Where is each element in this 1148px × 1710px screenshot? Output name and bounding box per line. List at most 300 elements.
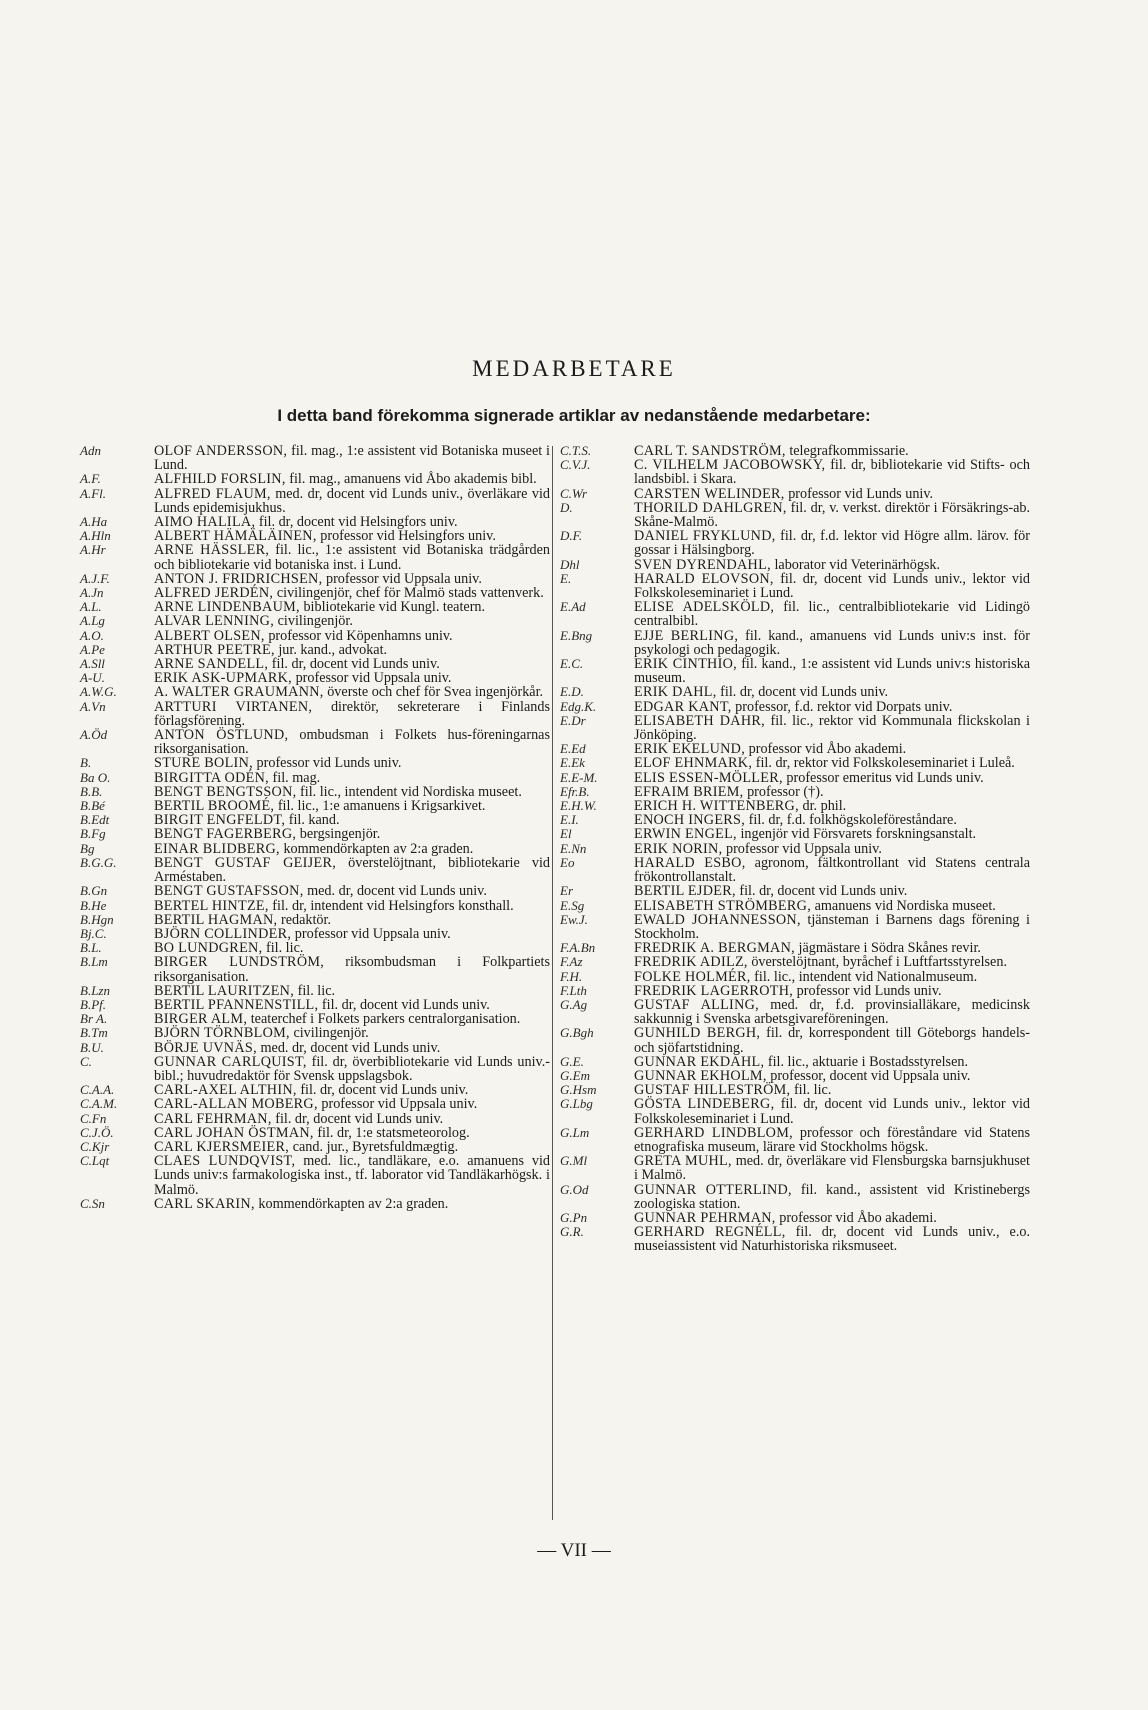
contributor-text: [634, 856, 1030, 884]
contributor-text: [634, 657, 1030, 685]
contributor-text: [154, 1097, 550, 1111]
contributor-entry: [560, 685, 1030, 699]
contributor-name: STURE BOLIN,: [154, 755, 253, 772]
contributor-description: professor och föreståndare vid Statens etnografiska museum, lärare vid Stockholms högsk.: [634, 1124, 1030, 1155]
contributor-description: överstelöjtnant, bibliotekarie vid Arméstaben.: [154, 854, 550, 886]
contributor-name: GUSTAF HILLESTRÖM,: [634, 1082, 791, 1099]
contributor-name: ALBERT HÄMÄLÄINEN,: [154, 528, 317, 545]
contributor-description: ingenjör vid Försvarets forskningsanstalt.: [740, 826, 977, 843]
page-number: — VII —: [537, 1540, 611, 1561]
contributor-signature: C.Lqt: [80, 1153, 110, 1169]
contributor-entry: [560, 899, 1030, 913]
contributor-description: fil. dr, överbibliotekarie vid Lunds univ.-bibl.; huvudredaktör för Svensk uppslagsbok.: [154, 1053, 551, 1084]
contributor-text: [634, 1097, 1030, 1125]
contributor-signature: E.Bng: [560, 627, 593, 643]
contributor-text: [154, 728, 550, 756]
contributor-description: professor, f.d. rektor vid Dorpats univ.: [735, 698, 953, 715]
contributor-text: [154, 685, 550, 699]
contributor-signature: G.Bgh: [560, 1025, 594, 1041]
contributor-name: SVEN DYRENDAHL,: [634, 556, 771, 573]
contributor-name: GUNNAR PEHRMAN,: [634, 1209, 776, 1226]
contributor-description: fil. kand., 1:e assistent vid Lunds univ:s historiska museum.: [634, 656, 1030, 687]
contributor-signature: E.Ed: [560, 741, 586, 757]
contributor-entry: [80, 1055, 550, 1083]
contributor-text: [154, 671, 550, 685]
contributor-name: GUNNAR EKHOLM,: [634, 1067, 767, 1084]
contributor-text: [154, 913, 550, 927]
contributor-entry: [560, 941, 1030, 955]
contributor-entry: [560, 1055, 1030, 1069]
contributor-description: civilingenjör, chef för Malmö stads vattenverk.: [276, 585, 544, 602]
contributor-text: [154, 472, 550, 486]
contributor-text: [634, 700, 1030, 714]
contributor-entry: [560, 558, 1030, 572]
contributor-name: ALFRED FLAUM,: [154, 485, 271, 502]
contributor-entry: [560, 529, 1030, 557]
contributor-signature: Bj.C.: [80, 925, 107, 941]
contributor-signature: F.H.: [560, 968, 583, 984]
contributor-name: CARL-ALLAN MOBERG,: [154, 1096, 318, 1113]
contributor-entry: [560, 756, 1030, 770]
contributor-description: ombudsman i Folkets hus-föreningarnas riksorganisation.: [154, 727, 550, 758]
contributor-name: ENOCH INGERS,: [634, 812, 746, 829]
contributor-signature: G.Pn: [560, 1209, 588, 1225]
contributor-entry: [80, 671, 550, 685]
contributor-entry: [560, 827, 1030, 841]
contributor-description: professor vid Uppsala univ.: [325, 570, 482, 587]
contributor-name: GUNNAR EKDAHL,: [634, 1053, 765, 1070]
contributor-entry: [560, 955, 1030, 969]
contributor-text: [634, 785, 1030, 799]
contributor-text: [634, 529, 1030, 557]
contributor-signature: C.Sn: [80, 1195, 105, 1211]
page-subheading: I detta band förekomma signerade artiklar av nedanstående medarbetare:: [277, 406, 871, 425]
contributor-text: [634, 1154, 1030, 1182]
contributor-entry: [560, 813, 1030, 827]
contributor-signature: Br A.: [80, 1011, 108, 1027]
contributor-name: THORILD DAHLGREN,: [634, 499, 787, 516]
contributor-entry: [80, 1112, 550, 1126]
contributor-description: fil. lic., aktuarie i Bostadsstyrelsen.: [767, 1053, 969, 1070]
contributor-description: fil. lic.: [793, 1082, 832, 1099]
contributor-signature: C.Kjr: [80, 1138, 110, 1154]
contributor-text: [154, 1041, 550, 1055]
contributor-name: BIRGER LUNDSTRÖM,: [154, 954, 325, 971]
contributor-entry: [560, 1097, 1030, 1125]
contributor-entry: [80, 884, 550, 898]
contributor-name: ERIK ASK-UPMARK,: [154, 670, 293, 687]
contributor-name: HARALD ESBO,: [634, 854, 746, 871]
contributor-text: [154, 444, 550, 472]
contributor-text: [634, 558, 1030, 572]
contributor-description: fil. kand.: [288, 812, 340, 829]
contributor-description: fil. dr, korrespondent till Göteborgs handels- och sjöfartstidning.: [634, 1025, 1031, 1056]
contributor-text: [154, 586, 550, 600]
contributor-text: [154, 771, 550, 785]
contributor-text: [154, 1055, 550, 1083]
contributor-name: BERTIL PFANNENSTILL,: [154, 996, 319, 1013]
contributor-signature: B.Pf.: [80, 996, 106, 1012]
contributor-signature: A.L.: [80, 599, 102, 615]
contributor-signature: B.Edt: [80, 812, 110, 828]
contributor-description: professor vid Uppsala univ.: [295, 670, 452, 687]
contributor-description: fil. dr, docent vid Lunds univ.: [720, 684, 889, 701]
contributor-signature: C.A.M.: [80, 1096, 118, 1112]
contributor-signature: C.: [80, 1053, 92, 1069]
contributor-description: professor (†).: [747, 783, 824, 800]
contributor-entry: [560, 501, 1030, 529]
contributor-text: [634, 827, 1030, 841]
contributor-name: C. VILHELM JACOBOWSKY,: [634, 457, 826, 474]
contributor-text: [154, 813, 550, 827]
contributor-name: EWALD JOHANNESSON,: [634, 911, 801, 928]
contributor-name: BIRGITTA ODÉN,: [154, 769, 269, 786]
contributor-entry: [80, 1041, 550, 1055]
contributor-text: [634, 685, 1030, 699]
contributor-description: tjänsteman i Barnens dags förening i Stockholm.: [634, 911, 1031, 942]
contributor-text: [154, 543, 550, 571]
contributor-name: BÖRJE UVNÄS,: [154, 1039, 257, 1056]
contributor-signature: A.O.: [80, 627, 104, 643]
contributor-text: [154, 1140, 550, 1154]
contributor-name: ARTHUR PEETRE,: [154, 641, 275, 658]
contributor-signature: A.F.: [80, 471, 101, 487]
contributor-signature: C.V.J.: [560, 457, 591, 473]
contributor-text: [154, 785, 550, 799]
contributor-name: EINAR BLIDBERG,: [154, 840, 280, 857]
contributor-entry: [560, 884, 1030, 898]
contributor-signature: G.Lm: [560, 1124, 590, 1140]
contributor-entry: [80, 643, 550, 657]
contributor-text: [154, 657, 550, 671]
contributor-name: BERTIL BROOMÉ,: [154, 798, 275, 815]
contributor-name: BENGT FAGERBERG,: [154, 826, 297, 843]
contributor-description: fil. lic., 1:e assistent vid Botaniska trädgården och bibliotekarie vid botaniska inst. i Lund.: [154, 542, 550, 573]
contributor-entry: [80, 813, 550, 827]
contributor-description: fil. dr, docent vid Lunds univ.: [271, 656, 440, 673]
contributor-entry: [560, 1225, 1030, 1253]
contributor-description: fil. lic., centralbibliotekarie vid Lidingö centralbibl.: [634, 599, 1031, 630]
contributor-text: [154, 1197, 550, 1211]
contributor-text: [154, 1026, 550, 1040]
contributor-entry: [80, 685, 550, 699]
contributor-entry: [80, 842, 550, 856]
contributor-description: fil. dr, f.d. lektor vid Högre allm. lärov. för gossar i Hälsingborg.: [634, 528, 1030, 559]
contributor-entry: [560, 714, 1030, 742]
contributor-signature: G.Ml: [560, 1153, 588, 1169]
contributor-name: ANTON J. FRIDRICHSEN,: [154, 570, 323, 587]
contributor-description: fil. dr, docent vid Lunds univ.: [321, 996, 490, 1013]
contributor-description: professor vid Lunds univ.: [796, 982, 942, 999]
contributor-signature: C.T.S.: [560, 443, 592, 458]
contributor-signature: E.: [560, 570, 572, 586]
contributor-entry: [560, 1026, 1030, 1054]
contributor-description: fil. dr, docent vid Lunds univ.: [300, 1082, 469, 1099]
contributor-description: fil. dr, docent vid Lunds univ., e.o. museiassistent vid Naturhistoriska riksmuseet.: [634, 1224, 1031, 1255]
contributor-name: BENGT GUSTAFSSON,: [154, 883, 304, 900]
contributor-signature: B.Gn: [80, 883, 108, 899]
contributor-text: [634, 444, 1030, 458]
contributor-description: fil. dr, intendent vid Helsingfors konsthall.: [272, 897, 514, 914]
contributor-description: fil. kand., assistent vid Kristinebergs zoologiska station.: [634, 1181, 1031, 1212]
contributor-text: [154, 856, 550, 884]
contributor-entry: [80, 1154, 550, 1197]
contributor-text: [634, 487, 1030, 501]
contributor-description: fil. lic., intendent vid Nationalmuseum.: [754, 968, 978, 985]
contributor-entry: [560, 799, 1030, 813]
contributor-description: riksombudsman i Folkpartiets riksorganisation.: [154, 954, 550, 985]
contributor-description: jur. kand., advokat.: [278, 641, 388, 658]
contributor-entry: [80, 998, 550, 1012]
contributor-signature: B.Lm: [80, 954, 108, 970]
contributor-signature: G.E.: [560, 1053, 584, 1069]
contributor-description: fil. dr, f.d. folkhögskoleföreståndare.: [748, 812, 957, 829]
contributor-entry: [560, 1183, 1030, 1211]
contributor-entry: [80, 543, 550, 571]
contributor-description: överste och chef för Svea ingenjörkår.: [327, 684, 544, 701]
contributor-signature: E.Nn: [560, 840, 587, 856]
contributor-name: OLOF ANDERSSON,: [154, 443, 288, 459]
contributor-signature: El: [560, 826, 572, 842]
contributor-entry: [80, 756, 550, 770]
contributor-name: BENGT BENGTSSON,: [154, 783, 297, 800]
contributor-description: professor vid Åbo akademi.: [748, 741, 907, 758]
contributor-name: GERHARD REGNÉLL,: [634, 1224, 786, 1241]
contributor-text: [634, 984, 1030, 998]
contributor-entry: [80, 1140, 550, 1154]
contributor-signature: E.E-M.: [560, 769, 598, 785]
contributor-name: BERTIL HAGMAN,: [154, 911, 278, 928]
contributor-text: [154, 614, 550, 628]
contributor-name: ELISE ADELSKÖLD,: [634, 599, 775, 616]
contributor-entry: [80, 629, 550, 643]
contributor-description: fil. kand., amanuens vid Lunds univ:s inst. för psykologi och pedagogik.: [634, 627, 1030, 658]
contributor-name: GUNNAR OTTERLIND,: [634, 1181, 792, 1198]
contributor-entry: [560, 1069, 1030, 1083]
contributor-signature: A.Hln: [80, 528, 111, 544]
contributor-name: ERWIN ENGEL,: [634, 826, 737, 843]
contributor-signature: B.Fg: [80, 826, 106, 842]
contributor-text: [634, 842, 1030, 856]
contributor-entry: [560, 700, 1030, 714]
contributor-description: direktör, sekreterare i Finlands förlagsförening.: [154, 698, 551, 729]
contributor-name: GUNHILD BERGH,: [634, 1025, 761, 1042]
contributor-description: professor emeritus vid Lunds univ.: [786, 769, 984, 786]
contributor-description: jägmästare i Södra Skånes revir.: [798, 940, 981, 957]
contributor-name: CARL-AXEL ALTHIN,: [154, 1082, 297, 1099]
contributor-entry: [80, 572, 550, 586]
contributor-name: DANIEL FRYKLUND,: [634, 528, 776, 545]
contributor-entry: [560, 458, 1030, 486]
contributor-signature: A.Pe: [80, 641, 105, 657]
contributor-entry: [560, 771, 1030, 785]
contributor-description: med. dr, överläkare vid Flensburgska barnsjukhuset i Malmö.: [634, 1153, 1030, 1184]
contributor-text: [634, 899, 1030, 913]
contributor-text: [154, 1083, 550, 1097]
contributor-text: [634, 1069, 1030, 1083]
contributor-name: ELIS ESSEN-MÖLLER,: [634, 769, 783, 786]
contributor-entry: [80, 899, 550, 913]
contributor-name: ERIK DAHL,: [634, 684, 717, 701]
contributor-signature: E.Ad: [560, 599, 586, 615]
contributor-text: [154, 842, 550, 856]
contributor-text: [634, 600, 1030, 628]
contributor-entry: [80, 614, 550, 628]
contributor-description: med. dr, docent vid Lunds univ.: [307, 883, 487, 900]
contributor-entry: [80, 1126, 550, 1140]
contributor-signature: G.Od: [560, 1181, 589, 1197]
contributor-entry: [80, 771, 550, 785]
contributor-description: professor vid Åbo akademi.: [779, 1209, 937, 1226]
contributor-description: laborator vid Veterinärhögsk.: [774, 556, 941, 573]
contributor-signature: E.Ek: [560, 755, 585, 771]
contributor-text: [634, 941, 1030, 955]
contributor-text: [634, 998, 1030, 1026]
contributor-signature: A.W.G.: [80, 684, 117, 700]
contributor-entry: [80, 1097, 550, 1111]
contributor-entry: [80, 1197, 550, 1211]
contributor-signature: G.Lbg: [560, 1096, 593, 1112]
contributor-name: GUSTAF ALLING,: [634, 996, 760, 1013]
contributor-text: [634, 501, 1030, 529]
contributor-signature: F.Az: [560, 954, 583, 970]
contributor-signature: B.L.: [80, 940, 102, 956]
contributor-name: ARNE SANDELL,: [154, 656, 269, 673]
contributor-signature: B.U.: [80, 1039, 104, 1055]
contributor-text: [154, 984, 550, 998]
page-heading: MEDARBETARE: [472, 356, 676, 381]
contributor-signature: A.Sll: [80, 656, 105, 672]
contributor-signature: E.C.: [560, 656, 584, 672]
contributor-name: ERICH H. WITTENBERG,: [634, 798, 799, 815]
contributor-entry: [560, 487, 1030, 501]
contributor-entry: [560, 572, 1030, 600]
contributor-name: BERTEL HINTZE,: [154, 897, 269, 914]
contributor-entry: [560, 998, 1030, 1026]
contributor-name: ERIK CINTHIO,: [634, 656, 738, 673]
contributor-name: ELISABETH STRÖMBERG,: [634, 897, 812, 914]
contributor-description: fil. lic., rektor vid Kommunala flickskolan i Jönköping.: [634, 712, 1030, 744]
contributor-signature: B.: [80, 755, 92, 771]
contributor-name: CARL FEHRMAN,: [154, 1110, 272, 1127]
contributor-name: EFRAIM BRIEM,: [634, 783, 744, 800]
contributor-description: fil. lic.: [297, 982, 336, 999]
contributor-name: ERIK EKELUND,: [634, 741, 746, 758]
contributor-signature: C.J.Ö.: [80, 1124, 114, 1140]
contributor-signature: Edg.K.: [560, 698, 597, 714]
contributor-signature: E.I.: [560, 812, 579, 828]
contributor-description: överstelöjtnant, byråchef i Luftfartsstyrelsen.: [751, 954, 1007, 971]
contributor-entry: [560, 856, 1030, 884]
contributor-entry: [80, 444, 550, 472]
contributor-entry: [560, 1154, 1030, 1182]
contributor-entry: [80, 827, 550, 841]
contributor-text: [154, 998, 550, 1012]
contributor-name: AIMO HALILA,: [154, 514, 256, 531]
contributor-description: fil. dr, 1:e statsmeteorolog.: [317, 1124, 470, 1141]
contributor-name: ALFRED JERDÉN,: [154, 585, 274, 602]
contributor-description: med. dr, docent vid Lunds univ., överläkare vid Lunds epidemisjukhus.: [154, 485, 550, 516]
contributor-name: ELISABETH DAHR,: [634, 712, 765, 729]
contributor-name: BO LUNDGREN,: [154, 940, 263, 957]
contributor-entry: [560, 785, 1030, 799]
contributor-name: CLAES LUNDQVIST,: [154, 1153, 296, 1170]
contributor-description: fil. dr, docent vid Lunds univ., lektor vid Folkskoleseminariet i Lund.: [634, 1096, 1031, 1127]
contributor-entry: [560, 657, 1030, 685]
contributor-signature: A.Ha: [80, 514, 108, 530]
contributor-description: fil. mag., amanuens vid Åbo akademis bibl.: [289, 471, 537, 488]
contributor-description: med. dr, docent vid Lunds univ.: [260, 1039, 441, 1056]
contributor-text: [154, 629, 550, 643]
contributor-signature: A.Hr: [80, 542, 106, 558]
contributor-entry: [80, 785, 550, 799]
contributor-signature: Adn: [80, 443, 101, 458]
contributor-description: fil. lic., 1:e amanuens i Krigsarkivet.: [277, 798, 486, 815]
contributor-description: med. lic., tandläkare, e.o. amanuens vid Lunds univ:s farmakologiska inst., tf. laborator vid Tandläkarhögsk. i Malmö.: [154, 1153, 551, 1198]
contributor-signature: A.J.F.: [80, 570, 110, 586]
contributor-description: fil. dr, docent vid Lunds univ.: [739, 883, 908, 900]
contributor-description: professor vid Uppsala univ.: [321, 1096, 478, 1113]
contributor-text: [634, 771, 1030, 785]
contributor-name: GÖSTA LINDEBERG,: [634, 1096, 775, 1113]
contributor-description: professor vid Lunds univ.: [788, 485, 934, 502]
contributor-text: [154, 700, 550, 728]
contributor-description: fil. dr, docent vid Lunds univ.: [275, 1110, 444, 1127]
contributor-signature: C.Wr: [560, 485, 588, 501]
contributor-entry: [80, 955, 550, 983]
contributor-name: BJÖRN TÖRNBLOM,: [154, 1025, 290, 1042]
contributor-description: civilingenjör.: [293, 1025, 369, 1042]
contributor-signature: F.A.Bn: [560, 940, 596, 956]
contributor-description: cand. jur., Byretsfuldmægtig.: [292, 1138, 459, 1155]
contributor-name: EJJE BERLING,: [634, 627, 739, 644]
contributor-description: professor vid Lunds univ.: [256, 755, 402, 772]
contributor-signature: G.Ag: [560, 996, 588, 1012]
contributor-entry: [560, 742, 1030, 756]
column-divider: [552, 446, 553, 1520]
contributor-description: professor vid Köpenhamns univ.: [268, 627, 453, 644]
contributor-name: BERTIL LAURITZEN,: [154, 982, 295, 999]
contributor-description: professor vid Helsingfors univ.: [320, 528, 496, 545]
contributor-name: BIRGIT ENGFELDT,: [154, 812, 286, 829]
contributor-entry: [80, 1026, 550, 1040]
contributor-signature: B.Bé: [80, 798, 105, 814]
contributor-entry: [80, 472, 550, 486]
right-column: [560, 444, 1030, 1254]
contributor-text: [634, 1055, 1030, 1069]
contributor-entry: [560, 629, 1030, 657]
contributor-text: [154, 827, 550, 841]
contributor-entry: [80, 856, 550, 884]
contributor-name: GRETA MUHL,: [634, 1153, 732, 1170]
contributor-text: [634, 813, 1030, 827]
contributor-text: [154, 643, 550, 657]
contributor-name: GUNNAR CARLQUIST,: [154, 1053, 307, 1070]
contributor-name: HARALD ELOVSON,: [634, 570, 774, 587]
contributor-text: [154, 799, 550, 813]
contributor-name: BERTIL EJDER,: [634, 883, 736, 900]
contributor-name: ELOF EHNMARK,: [634, 755, 753, 772]
contributor-name: CARL KJERSMEIER,: [154, 1138, 290, 1155]
contributor-description: kommendörkapten av 2:a graden.: [283, 840, 474, 857]
contributor-description: kommendörkapten av 2:a graden.: [258, 1195, 449, 1212]
contributor-signature: B.He: [80, 897, 107, 913]
contributor-description: professor vid Uppsala univ.: [725, 840, 882, 857]
contributor-name: ARTTURI VIRTANEN,: [154, 698, 313, 715]
contributor-description: fil. mag., 1:e assistent vid Botaniska museet i Lund.: [154, 443, 550, 474]
contributor-description: fil. dr, rektor vid Folkskoleseminariet i Luleå.: [755, 755, 1015, 772]
contributor-signature: E.Sg: [560, 897, 585, 913]
